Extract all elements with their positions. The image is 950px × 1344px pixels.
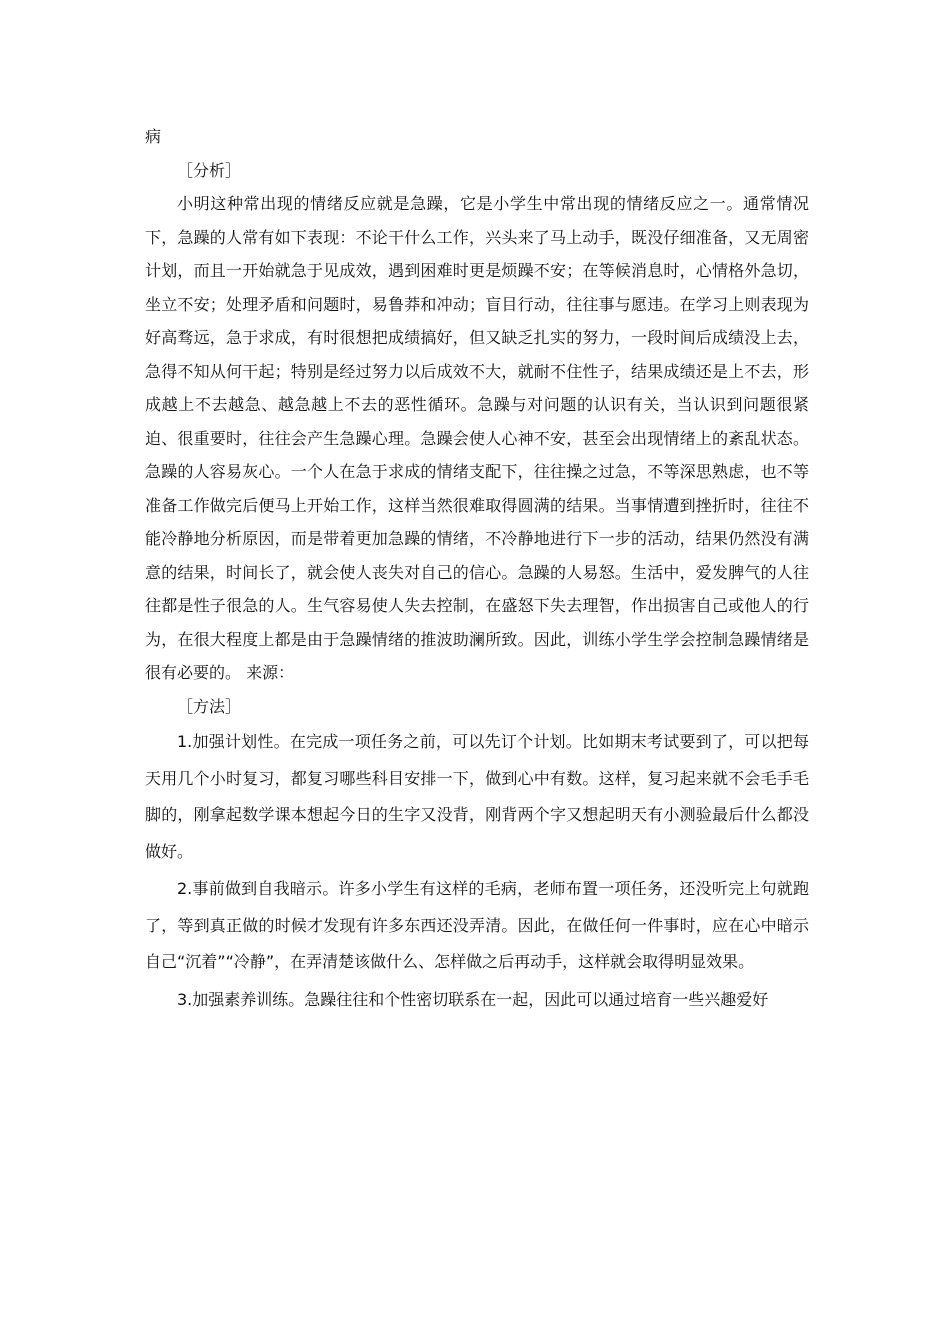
analysis-paragraph: 小明这种常出现的情绪反应就是急躁，它是小学生中常出现的情绪反应之一。通常情况下，急躁的人常有如下表现：不论干什么工作，兴头来了马上动手，既没仔细准备，又无周密计划，而且一开始就急于见成效，遇到困难时更是烦躁不安；在等候消息时，心情格外急切，坐立不安；处理矛盾和问题时，易鲁莽和冲动；盲目行动，往往事与愿违。在学习上则表现为好高骛远，急于求成，有时很想把成绩搞好，但又缺乏扎实的努力，一段时间后成绩没上去，急得不知从何干起；特别是经过努力以后成效不大，就耐不住性子，结果成绩还是上不去，形成越上不去越急、越急越上不去的恶性循环。急躁与对问题的认识有关，当认识到问题很紧迫、很重要时，往往会产生急躁心理。急躁会使人心神不安，甚至会出现情绪上的紊乱状态。急躁的人容易灰心。一个人在急于求成的情绪支配下，往往操之过急，不等深思熟虑，也不等准备工作做完后便马上开始工作，这样当然很难取得圆满的结果。当事情遭到挫折时，往往不能冷静地分析原因，而是带着更加急躁的情绪，不冷静地进行下一步的活动，结果仍然没有满意的结果，时间长了，就会使人丧失对自己的信心。急躁的人易怒。生活中，爱发脾气的人往往都是性子很急的人。生气容易使人失去控制，在盛怒下失去理智，作出损害自己或他人的行为，在很大程度上都是由于急躁情绪的推波助澜所致。因此，训练小学生学会控制急躁情绪是很有必要的。 来源： (145, 194, 809, 682)
method-item-2: 2.事前做到自我暗示。许多小学生有这样的毛病，老师布置一项任务，还没听完上句就跑了，等到真正做的时候才发现有许多东西还没弄清。因此，在做任何一件事时，应在心中暗示自己“沉着”“冷静”，在弄清楚该做什么、怎样做之后再动手，这样就会取得明显效果。 (145, 879, 809, 971)
method-item-3: 3.加强素养训练。急躁往往和个性密切联系在一起，因此可以通过培育一些兴趣爱好 (177, 989, 769, 1009)
carryover-text: 病 (145, 127, 162, 146)
method-item-1: 1.加强计划性。在完成一项任务之前，可以先订个计划。比如期末考试要到了，可以把每天用几个小时复习，都复习哪些科目安排一下，做到心中有数。这样，复习起来就不会毛手毛脚的，刚拿起数学课本想起今日的生字又没背，刚背两个字又想起明天有小测验最后什么都没做好。 (145, 732, 809, 861)
analysis-heading: ［分析］ (177, 160, 242, 180)
document-body (145, 120, 809, 1018)
method-heading: ［方法］ (177, 696, 242, 716)
